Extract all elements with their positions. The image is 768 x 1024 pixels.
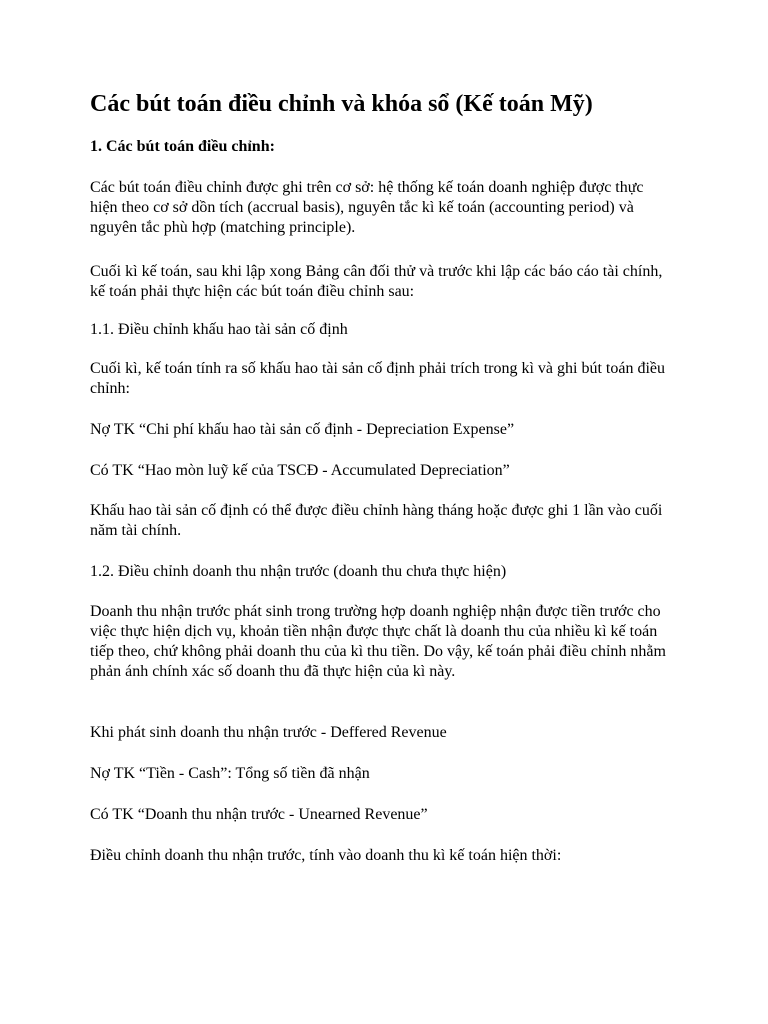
entry-debit-cash: Nợ TK “Tiền - Cash”: Tổng số tiền đã nhận bbox=[90, 765, 370, 782]
paragraph-adjust-revenue: Điều chỉnh doanh thu nhận trước, tính vào doanh thu kì kế toán hiện thời: bbox=[90, 847, 562, 864]
subheading-unearned-revenue: 1.2. Điều chỉnh doanh thu nhận trước (doanh thu chưa thực hiện) bbox=[90, 563, 507, 580]
paragraph-basis: Các bút toán điều chỉnh được ghi trên cơ sở: hệ thống kế toán doanh nghiệp được thực hiện theo cơ sở dồn tích (accrual basis), nguyên tắc kì kế toán (accounting period) và nguyên tắc phù hợp (matching principle). bbox=[90, 179, 644, 236]
entry-credit-accumulated: Có TK “Hao mòn luỹ kế của TSCĐ - Accumulated Depreciation” bbox=[90, 462, 510, 479]
document-title: Các bút toán điều chỉnh và khóa sổ (Kế toán Mỹ) bbox=[90, 91, 593, 117]
paragraph-unearned-revenue: Doanh thu nhận trước phát sinh trong trường hợp doanh nghiệp nhận được tiền trước cho việc thực hiện dịch vụ, khoản tiền nhận được thực chất là doanh thu của nhiều kì kế toán tiếp theo, chứ không phải doanh thu của kì thu tiền. Do vậy, kế toán phải điều chỉnh nhằm phản ánh chính xác số doanh thu đã thực hiện của kì này. bbox=[90, 603, 666, 680]
paragraph-depreciation-frequency: Khấu hao tài sản cố định có thể được điều chỉnh hàng tháng hoặc được ghi 1 lần vào cuối năm tài chính. bbox=[90, 502, 663, 539]
paragraph-deferred-revenue: Khi phát sinh doanh thu nhận trước - Deffered Revenue bbox=[90, 724, 447, 741]
entry-credit-unearned: Có TK “Doanh thu nhận trước - Unearned Revenue” bbox=[90, 806, 428, 823]
subheading-depreciation: 1.1. Điều chỉnh khấu hao tài sản cố định bbox=[90, 321, 348, 338]
paragraph-depreciation: Cuối kì, kế toán tính ra số khấu hao tài sản cố định phải trích trong kì và ghi bút toán điều chỉnh: bbox=[90, 360, 665, 397]
paragraph-period-end: Cuối kì kế toán, sau khi lập xong Bảng cân đối thử và trước khi lập các báo cáo tài chính, kế toán phải thực hiện các bút toán điều chỉnh sau: bbox=[90, 263, 663, 300]
entry-debit-depreciation: Nợ TK “Chi phí khấu hao tài sản cố định - Depreciation Expense” bbox=[90, 421, 515, 438]
section-heading: 1. Các bút toán điều chỉnh: bbox=[90, 138, 275, 155]
